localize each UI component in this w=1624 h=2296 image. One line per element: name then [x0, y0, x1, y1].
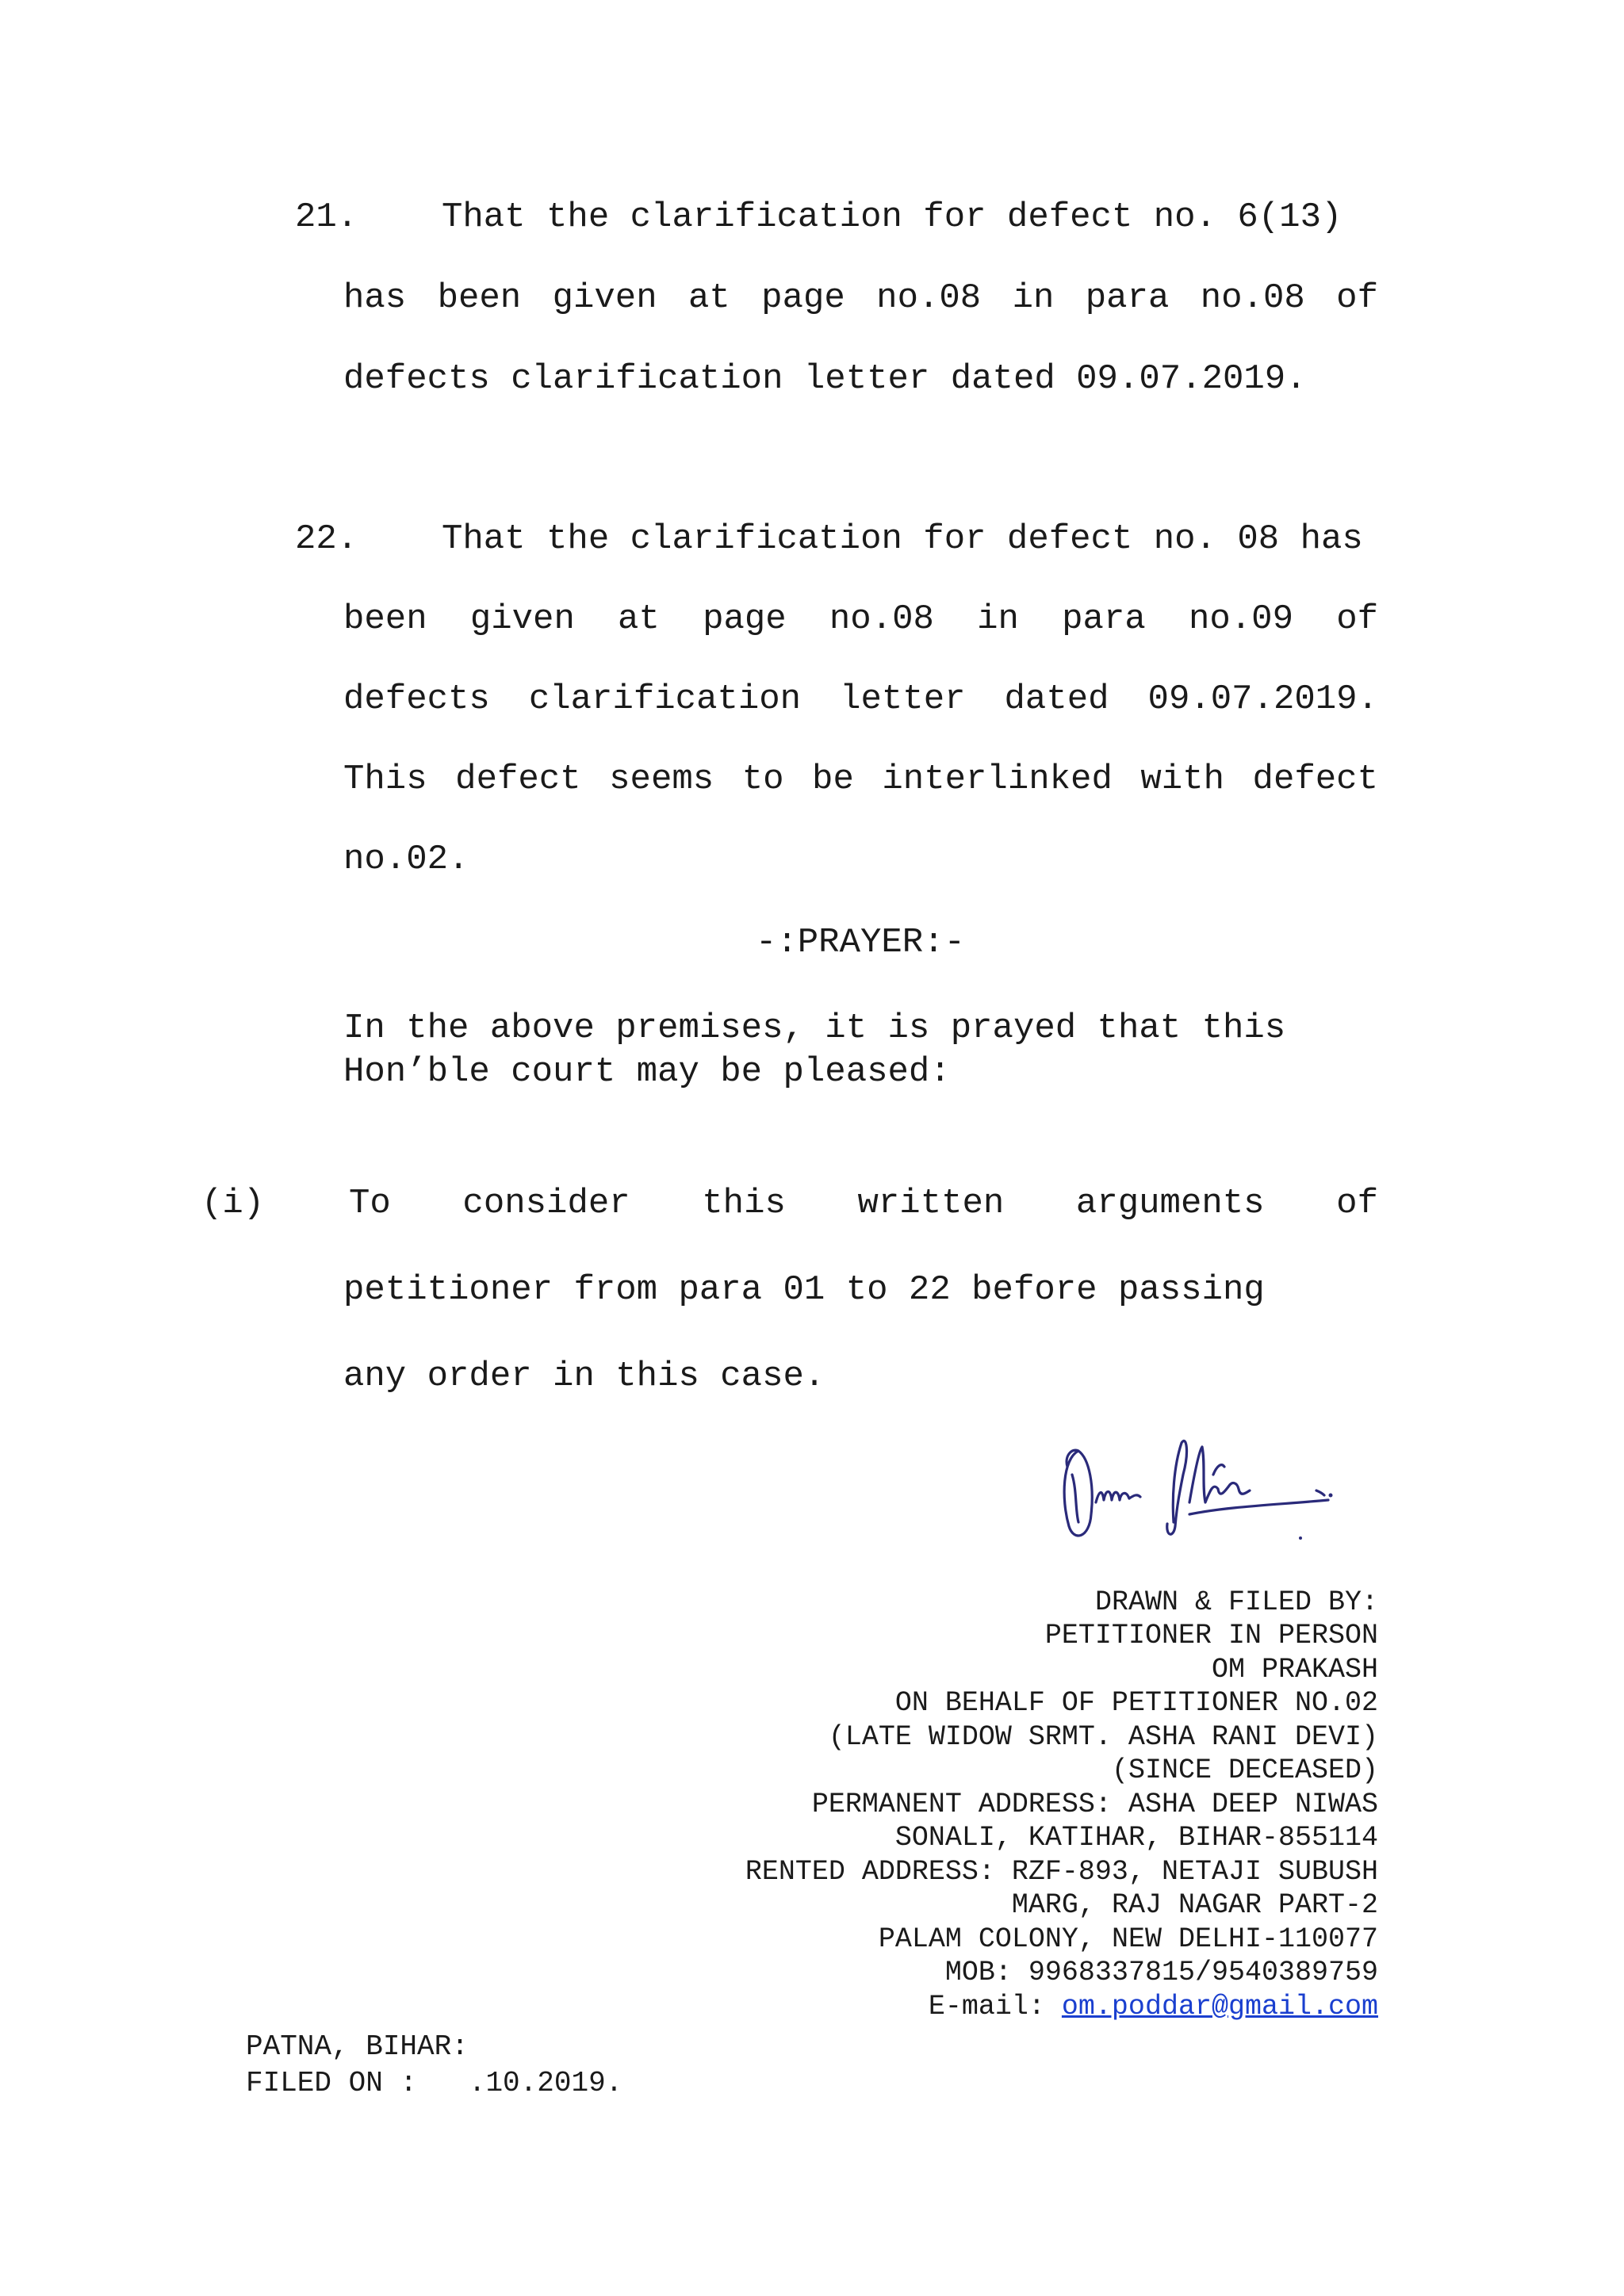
mobile-number: MOB: 9968337815/9540389759 — [944, 1957, 1378, 1988]
para22-line5: no.02. — [343, 840, 469, 879]
para21-line1: That the clarification for defect no. 6(13) — [442, 197, 1342, 237]
since-deceased: (SINCE DECEASED) — [1111, 1755, 1378, 1786]
para22-number: 22. — [295, 519, 358, 559]
para21-number: 21. — [295, 197, 358, 237]
place-label: PATNA, BIHAR: — [246, 2030, 469, 2063]
para22-line4: This defect seems to be interlinked with defect — [343, 760, 1378, 799]
email-link[interactable]: om.poddar@gmail.com — [1061, 1991, 1378, 2022]
prayer-item-line2: petitioner from para 01 to 22 before passing — [343, 1270, 1265, 1310]
prayer-item-line1: To consider this written arguments of — [349, 1184, 1378, 1223]
prayer-line2: Hon’ble court may be pleased: — [343, 1052, 951, 1092]
email-label: E-mail: — [928, 1991, 1062, 2022]
para21-line2: has been given at page no.08 in para no.08 of — [343, 278, 1378, 318]
handwritten-signature — [1055, 1427, 1372, 1554]
permanent-address-2: SONALI, KATIHAR, BIHAR-855114 — [894, 1822, 1378, 1854]
signatory-name: OM PRAKASH — [1211, 1654, 1378, 1686]
prayer-line1: In the above premises, it is prayed that this — [343, 1008, 1286, 1048]
prayer-heading: -:PRAYER:- — [755, 923, 966, 962]
permanent-address-1: PERMANENT ADDRESS: ASHA DEEP NIWAS — [811, 1789, 1378, 1820]
email-line — [929, 1993, 1378, 2021]
late-widow: (LATE WIDOW SRMT. ASHA RANI DEVI) — [828, 1721, 1378, 1753]
para22-line3: defects clarification letter dated 09.07.2019. — [343, 679, 1378, 719]
on-behalf-of: ON BEHALF OF PETITIONER NO.02 — [894, 1687, 1378, 1719]
prayer-item-marker: (i) — [201, 1184, 265, 1223]
rented-address-2: MARG, RAJ NAGAR PART-2 — [1011, 1889, 1378, 1921]
para22-line2: been given at page no.08 in para no.09 of — [343, 599, 1378, 639]
rented-address-1: RENTED ADDRESS: RZF-893, NETAJI SUBUSH — [745, 1856, 1378, 1888]
rented-address-3: PALAM COLONY, NEW DELHI-110077 — [878, 1923, 1378, 1955]
para21-line3: defects clarification letter dated 09.07.2019. — [343, 359, 1307, 399]
para22-line1: That the clarification for defect no. 08 has — [442, 519, 1363, 559]
filed-on-label: FILED ON : .10.2019. — [246, 2067, 623, 2099]
filed-by-label: DRAWN & FILED BY: — [1094, 1586, 1378, 1618]
petitioner-in-person: PETITIONER IN PERSON — [1044, 1620, 1378, 1651]
prayer-item-line3: any order in this case. — [343, 1357, 825, 1396]
